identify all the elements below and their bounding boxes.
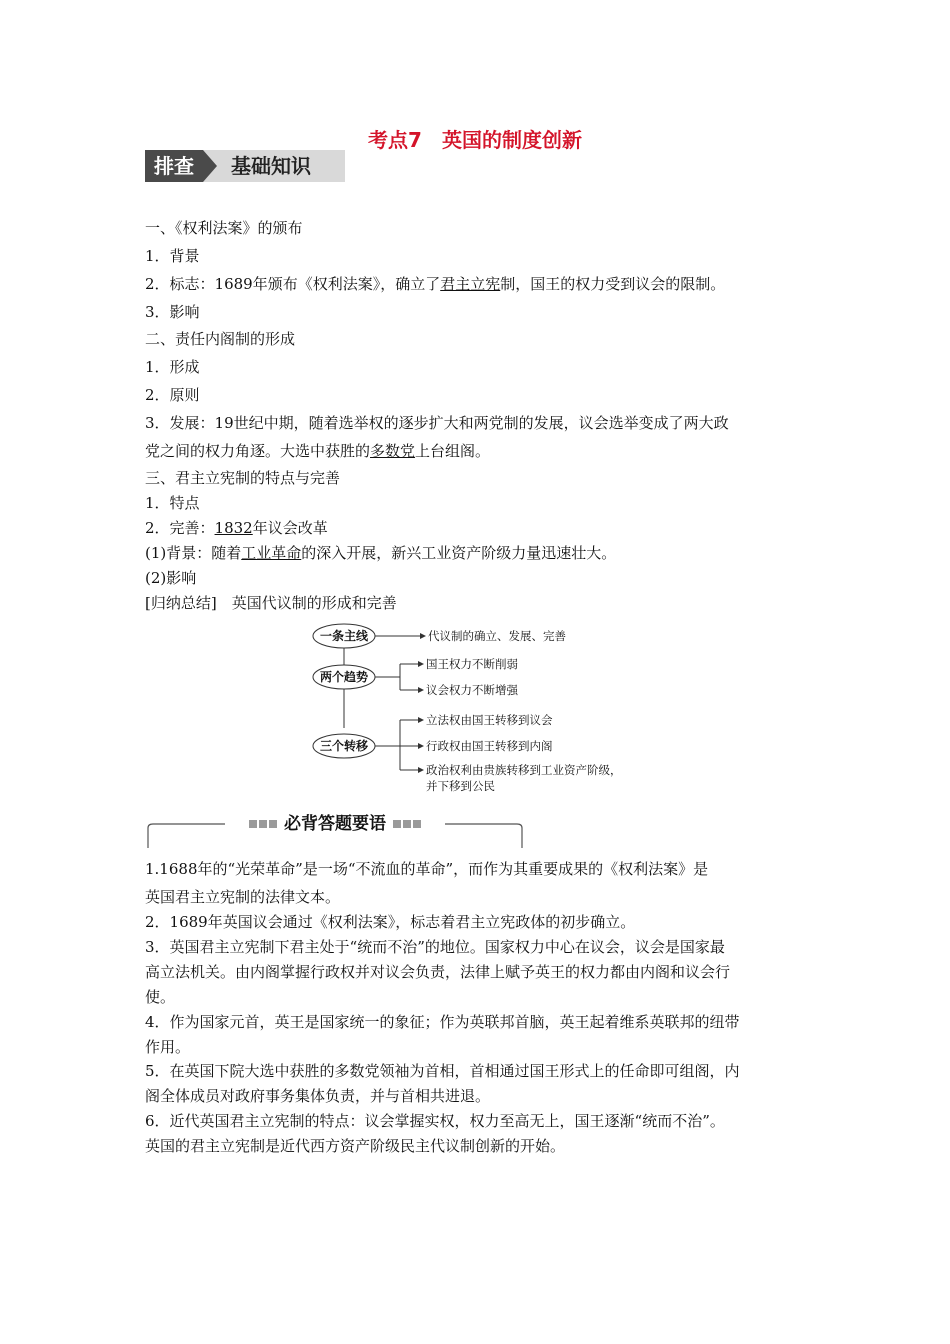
memo-line: 作用。: [145, 1038, 191, 1056]
memo-line: 2．1689年英国议会通过《权利法案》，标志着君主立宪政体的初步确立。: [145, 913, 636, 931]
underlined-term: 1832: [214, 519, 253, 537]
arrow-icon: [418, 767, 424, 773]
branch-text: 政治权利由贵族转移到工业资产阶级，: [426, 763, 622, 777]
text-line: 2．原则: [145, 386, 200, 404]
text-line: 1．形成: [145, 358, 200, 376]
text-line: 3．发展：19世纪中期，随着选举权的逐步扩大和两党制的发展，议会选举变成了两大政: [145, 414, 729, 432]
text-line: 2．标志：1689年颁布《权利法案》，确立了君主立宪制，国王的权力受到议会的限制。: [145, 275, 726, 293]
banner-label-right: 基础知识: [203, 150, 345, 182]
text-line: (1)背景：随着工业革命的深入开展，新兴工业资产阶级力量迅速壮大。: [145, 544, 617, 562]
square-icon: [393, 820, 401, 828]
text-line: 2．完善：1832年议会改革: [145, 519, 328, 537]
branch-text: 国王权力不断削弱: [426, 657, 518, 671]
branch-text: 代议制的确立、发展、完善: [428, 629, 566, 643]
memo-line: 高立法机关。由内阁掌握行政权并对议会负责，法律上赋予英王的权力都由内阁和议会行: [145, 963, 731, 981]
memo-line: 6．近代英国君主立宪制的特点：议会掌握实权，权力至高无上，国王逐渐“统而不治”。: [145, 1112, 725, 1130]
memo-line: 英国的君主立宪制是近代西方资产阶级民主代议制创新的开始。: [145, 1137, 566, 1155]
node-main-line: 一条主线: [319, 629, 369, 643]
arrow-icon: [418, 687, 424, 693]
memo-heading: 必背答题要语: [284, 814, 386, 834]
branch-text: 议会权力不断增强: [426, 683, 518, 697]
text-line: 三、君主立宪制的特点与完善: [145, 469, 341, 487]
underlined-term: 多数党: [370, 442, 416, 460]
text-line: 一、《权利法案》的颁布: [145, 219, 303, 237]
memo-line: 4．作为国家元首，英王是国家统一的象征；作为英联邦首脑，英王起着维系英联邦的纽带: [145, 1013, 740, 1031]
memo-line: 英国君主立宪制的法律文本。: [145, 888, 341, 906]
node-three-transfers: 三个转移: [319, 739, 369, 753]
branch-text: 并下移到公民: [426, 779, 495, 793]
summary-diagram: [300, 618, 660, 798]
banner-arrow-icon: [203, 150, 217, 182]
square-icon: [413, 820, 421, 828]
text-line: 二、责任内阁制的形成: [145, 330, 296, 348]
memo-line: 使。: [145, 988, 176, 1006]
text-line: 1．特点: [145, 494, 200, 512]
square-icon: [249, 820, 257, 828]
square-icon: [403, 820, 411, 828]
memo-header: [145, 812, 525, 852]
arrow-icon: [418, 743, 424, 749]
text-line: (2)影响: [145, 569, 197, 587]
text-line: 党之间的权力角逐。大选中获胜的多数党上台组阁。: [145, 442, 491, 460]
memo-line: 3．英国君主立宪制下君主处于“统而不治”的地位。国家权力中心在议会，议会是国家最: [145, 938, 725, 956]
square-icon: [269, 820, 277, 828]
underlined-term: 工业革命: [241, 544, 302, 562]
section-banner: [145, 150, 345, 182]
arrow-icon: [420, 633, 426, 639]
page-title: 考点7 英国的制度创新: [368, 128, 582, 152]
memo-line: 1.1688年的“光荣革命”是一场“不流血的革命”，而作为其重要成果的《权利法案》是: [145, 860, 709, 878]
square-icon: [259, 820, 267, 828]
branch-text: 立法权由国王转移到议会: [426, 713, 553, 727]
text-line: 3．影响: [145, 303, 200, 321]
memo-line: 5．在英国下院大选中获胜的多数党领袖为首相，首相通过国王形式上的任命即可组阁，内: [145, 1062, 740, 1080]
branch-text: 行政权由国王转移到内阁: [426, 739, 553, 753]
text-line: 1．背景: [145, 247, 200, 265]
arrow-icon: [418, 717, 424, 723]
underlined-term: 君主立宪: [440, 275, 501, 293]
node-two-trends: 两个趋势: [319, 670, 369, 684]
banner-label-left: 排查: [145, 150, 203, 182]
memo-line: 阁全体成员对政府事务集体负责，并与首相共进退。: [145, 1087, 491, 1105]
text-line: [归纳总结] 英国代议制的形成和完善: [145, 594, 397, 612]
arrow-icon: [418, 661, 424, 667]
